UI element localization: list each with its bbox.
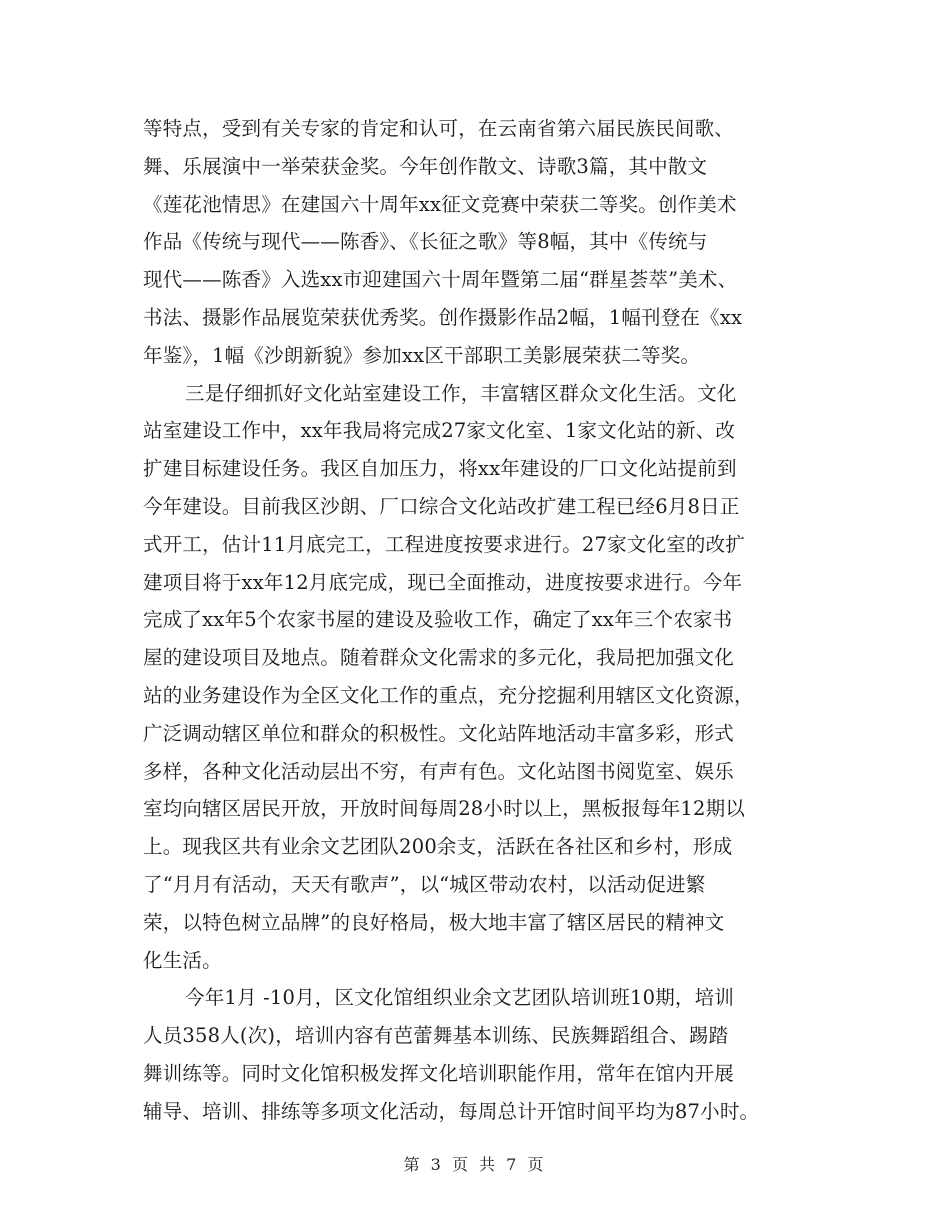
text-line: 广泛调动辖区单位和群众的积极性。文化站阵地活动丰富多彩，形式 xyxy=(143,721,735,745)
text-line: 《莲花池情思》在建国六十周年xx征文竞赛中荣获二等奖。创作美术 xyxy=(143,192,737,216)
text-line: 多样，各种文化活动层出不穷，有声有色。文化站图书阅览室、娱乐 xyxy=(143,759,735,783)
text-line: 年鉴》，1幅《沙朗新貌》参加xx区干部职工美影展荣获二等奖。 xyxy=(143,343,701,367)
text-line: 书法、摄影作品展览荣获优秀奖。创作摄影作品2幅，1幅刊登在《xx xyxy=(143,305,743,329)
text-line: 舞、乐展演中一举荣获金奖。今年创作散文、诗歌3篇，其中散文 xyxy=(143,154,708,178)
text-line: 站的业务建设作为全区文化工作的重点，充分挖掘利用辖区文化资源， xyxy=(143,683,754,707)
text-line: 今年1月 -10月，区文化馆组织业余文艺团队培训班10期，培训 xyxy=(185,986,735,1010)
text-line: 室均向辖区居民开放，开放时间每周28小时以上，黑板报每年12期以 xyxy=(143,797,746,821)
text-line: 屋的建设项目及地点。随着群众文化需求的多元化，我局把加强文化 xyxy=(143,646,735,670)
text-line: 上。现我区共有业余文艺团队200余支，活跃在各社区和乡村，形成 xyxy=(143,835,733,859)
text-line: 荣，以特色树立品牌”的良好格局，极大地丰富了辖区居民的精神文 xyxy=(143,910,725,934)
text-line: 式开工，估计11月底完工，工程进度按要求进行。27家文化室的改扩 xyxy=(143,532,746,556)
text-line: 作品《传统与现代——陈香》、《长征之歌》等8幅，其中《传统与 xyxy=(143,230,708,254)
document-body xyxy=(143,110,823,1131)
text-line: 等特点，受到有关专家的肯定和认可，在云南省第六届民族民间歌、 xyxy=(143,117,735,140)
page-number-footer: 第 3 页 共 7 页 xyxy=(403,1155,547,1174)
text-line: 建项目将于xx年12月底完成，现已全面推动，进度按要求进行。今年 xyxy=(143,570,743,594)
text-line: 现代——陈香》入选xx市迎建国六十周年暨第二届“群星荟萃”美术、 xyxy=(143,268,738,292)
text-line: 人员358人(次)，培训内容有芭蕾舞基本训练、民族舞蹈组合、踢踏 xyxy=(143,1024,729,1048)
text-line: 舞训练等。同时文化馆积极发挥文化培训职能作用，常年在馆内开展 xyxy=(143,1061,735,1085)
text-line: 辅导、培训、排练等多项文化活动，每周总计开馆时间平均为87小时。 xyxy=(143,1099,760,1123)
text-line: 了“月月有活动，天天有歌声”，以“城区带动农村，以活动促进繁 xyxy=(143,872,706,896)
text-line: 三是仔细抓好文化站室建设工作，丰富辖区群众文化生活。文化 xyxy=(185,381,737,405)
text-line: 化生活。 xyxy=(143,948,222,972)
text-line: 今年建设。目前我区沙朗、厂口综合文化站改扩建工程已经6月8日正 xyxy=(143,494,740,518)
text-line: 站室建设工作中，xx年我局将完成27家文化室、1家文化站的新、改 xyxy=(143,419,736,443)
text-line: 完成了xx年5个农家书屋的建设及验收工作，确定了xx年三个农家书 xyxy=(143,608,733,632)
text-line: 扩建目标建设任务。我区自加压力，将xx年建设的厂口文化站提前到 xyxy=(143,457,737,481)
